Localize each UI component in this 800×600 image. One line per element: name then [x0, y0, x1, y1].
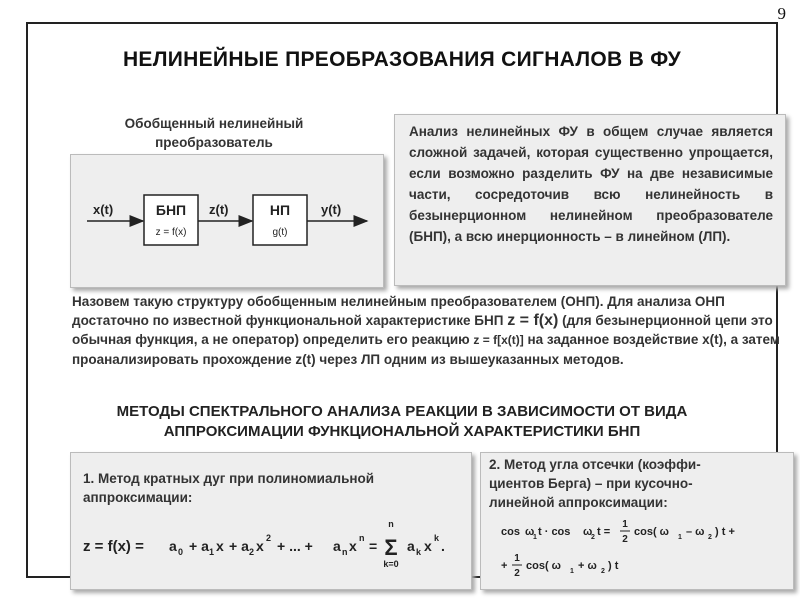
berg-frac1-num: 1	[622, 519, 628, 530]
berg-diff-sub1: 1	[678, 534, 682, 541]
method-1-title-line-2: аппроксимации:	[83, 490, 193, 505]
berg-sum-end: ) t	[608, 560, 619, 572]
page-number: 9	[777, 4, 786, 23]
poly-tk-var: x	[424, 538, 432, 554]
poly-t1-var: x	[216, 538, 224, 554]
info-box-text: Анализ нелинейных ФУ в общем случае является сложной задачей, которая существенно упрощается, если возможно разделить ФУ на две независимые части, сосредоточив всю нелинейность в безынерционном нелинейном преобразователе (БНП), а всю инерционность – в линейном (ЛП).	[409, 124, 773, 244]
diagram-caption	[94, 114, 334, 152]
poly-t2-sub: 2	[249, 547, 255, 557]
berg-plus2: + ω	[578, 560, 597, 572]
poly-tn-sup: n	[359, 533, 365, 543]
diagram-caption-line-2: преобразователь	[155, 135, 273, 150]
poly-end: .	[441, 538, 445, 554]
poly-eq: =	[369, 538, 378, 554]
berg-w1-sub: 1	[533, 534, 537, 541]
berg-frac2-den: 2	[514, 568, 520, 579]
poly-t2: + a	[229, 538, 249, 554]
methods-heading-line-1: МЕТОДЫ СПЕКТРАЛЬНОГО АНАЛИЗА РЕАКЦИИ В ЗАВИСИМОСТИ ОТ ВИДА	[116, 403, 688, 420]
poly-a0-sub: 0	[178, 547, 184, 557]
formula-z-fxt: z = f[x(t)]	[473, 333, 524, 347]
converter-block-diagram	[70, 154, 384, 288]
paragraph-part-2: (для безынерционной цепи это обычная функция, а не оператор) определить его реакцию	[72, 313, 773, 347]
poly-tn-sub: n	[342, 547, 348, 557]
bnp-block-formula: z = f(x)	[155, 227, 187, 238]
info-box	[394, 114, 786, 286]
berg-plus: +	[501, 560, 508, 572]
poly-tk: a	[407, 538, 415, 554]
berg-frac2-num: 1	[514, 553, 520, 564]
poly-lhs: z = f(x) =	[83, 538, 144, 555]
berg-sum-sub1: 1	[570, 568, 574, 575]
middle-label: z(t)	[209, 202, 229, 217]
berg-minus: – ω	[686, 526, 705, 538]
poly-t2-var: x	[256, 538, 264, 554]
poly-sigma-top: n	[388, 519, 394, 529]
methods-heading	[28, 402, 776, 442]
poly-t2-sup: 2	[266, 533, 272, 543]
berg-cos-sum: cos( ω	[526, 560, 561, 572]
berg-t-b: t =	[597, 526, 611, 538]
berg-sum-sub2: 2	[601, 568, 605, 575]
poly-a0: a	[169, 538, 177, 554]
np-block-name: НП	[269, 202, 291, 218]
berg-frac1-den: 2	[622, 534, 628, 545]
berg-diff-end: ) t +	[715, 526, 735, 538]
method-1-title-line-1: 1. Метод кратных дуг при полиномиальной	[83, 471, 375, 486]
input-label: x(t)	[93, 202, 114, 217]
berg-w1: ω	[525, 526, 535, 538]
methods-heading-line-2: АППРОКСИМАЦИИ ФУНКЦИОНАЛЬНОЙ ХАРАКТЕРИСТИКИ БНП	[163, 423, 641, 440]
berg-cos1: cos	[501, 526, 520, 538]
berg-cos-diff: cos( ω	[634, 526, 669, 538]
poly-t1-sub: 1	[209, 547, 215, 557]
onp-paragraph	[72, 292, 786, 369]
poly-t1: + a	[189, 538, 209, 554]
poly-tk-sub: k	[416, 547, 422, 557]
method-1-card	[70, 452, 472, 590]
poly-tn-var: x	[349, 538, 357, 554]
slide-title: НЕЛИНЕЙНЫЕ ПРЕОБРАЗОВАНИЯ СИГНАЛОВ В ФУ	[122, 48, 682, 71]
poly-sigma-bottom: k=0	[383, 559, 399, 569]
berg-w2: ω	[583, 526, 593, 538]
method-2-title-line-2: циентов Берга) – при кусочно-	[489, 476, 693, 491]
poly-tn: a	[333, 538, 341, 554]
diagram-caption-line-1: Обобщенный нелинейный	[124, 116, 304, 131]
method-2-card	[480, 452, 794, 590]
berg-diff-sub2: 2	[708, 534, 712, 541]
berg-t-a: t · cos	[538, 526, 571, 538]
slide-frame	[26, 22, 778, 578]
method-2-title-line-1: 2. Метод угла отсечки (коэффи-	[489, 457, 701, 472]
method-2-title-line-3: линейной аппроксимации:	[489, 495, 668, 510]
output-label: y(t)	[321, 202, 342, 217]
poly-dots: + ... +	[277, 538, 313, 554]
poly-sigma: Σ	[384, 535, 398, 560]
poly-tk-sup: k	[434, 533, 440, 543]
paragraph-part-3: на заданное воздействие x(t), а затем проанализировать прохождение z(t) через ЛП одним из вышеуказанных методов.	[72, 332, 780, 367]
formula-z-fx: z = f(x)	[507, 312, 559, 329]
berg-w2-sub: 2	[591, 534, 595, 541]
np-block-formula: g(t)	[272, 227, 288, 238]
bnp-block-name: БНП	[155, 202, 187, 218]
paragraph-part-1: Назовем такую структуру обобщенным нелинейным преобразователем (ОНП). Для анализа ОНП достаточно по известной функциональной характеристике БНП	[72, 294, 725, 328]
